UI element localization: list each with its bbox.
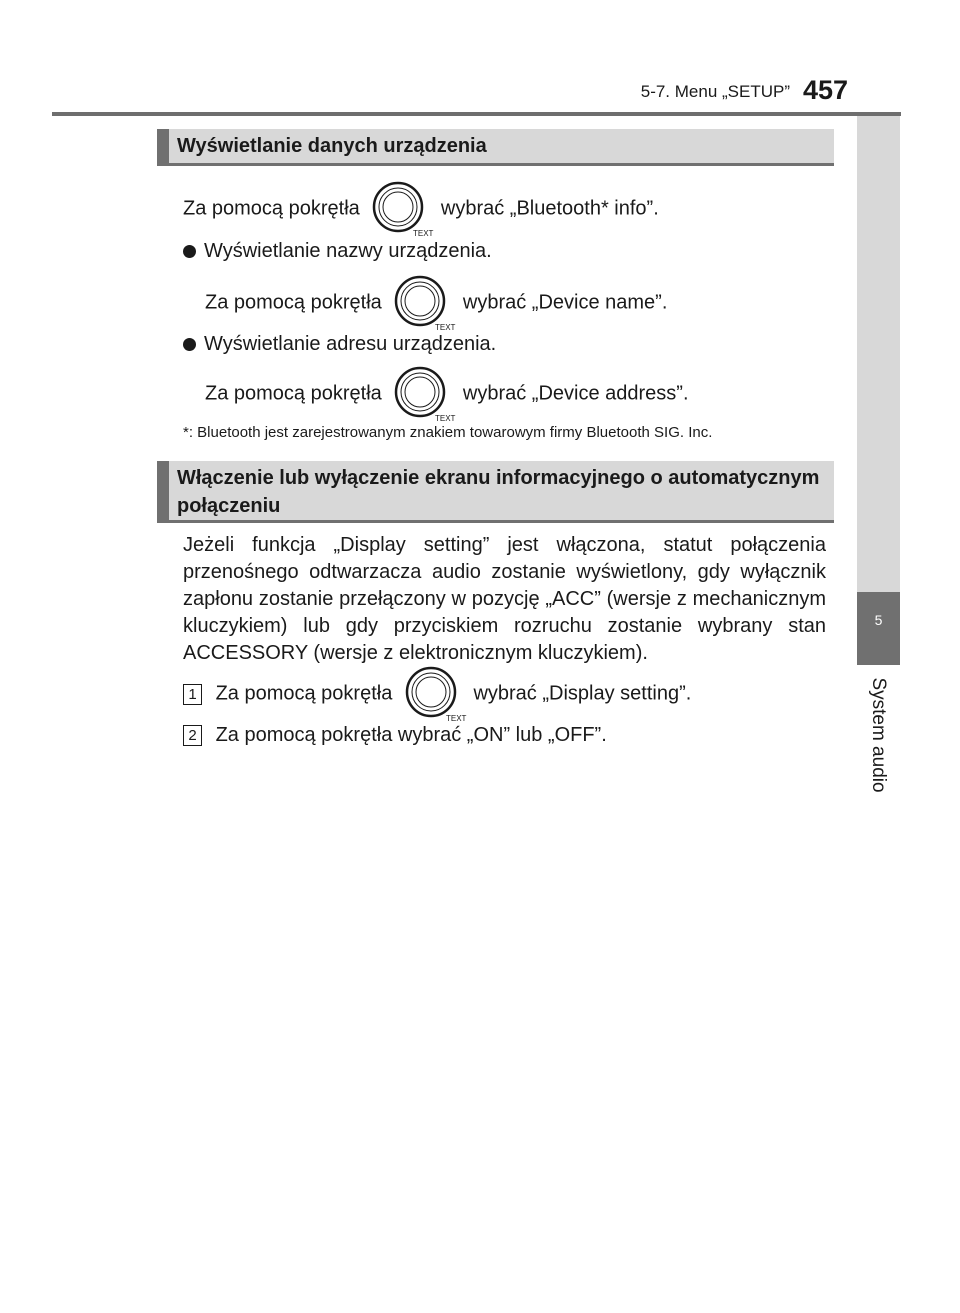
step-number-badge: 1 bbox=[183, 684, 202, 705]
side-tab-marker bbox=[857, 592, 900, 665]
tune-knob-icon bbox=[404, 665, 467, 723]
page-number: 457 bbox=[803, 75, 849, 105]
bullet-device-address: Wyświetlanie adresu urządzenia. bbox=[183, 333, 496, 356]
instruction-bluetooth-info: Za pomocą pokrętła TEXT wybrać „Bluetooth* info”. bbox=[183, 180, 659, 238]
tune-knob-icon bbox=[393, 365, 456, 423]
svg-text:TEXT: TEXT bbox=[435, 414, 456, 423]
step-1: 1 Za pomocą pokrętła TEXT wybrać „Display setting”. bbox=[183, 665, 691, 723]
section2-paragraph: Jeżeli funkcja „Display setting” jest włączona, statut połączenia przenośnego odtwarzacza audio zostanie wyświetlony, gdy wyłącznik zapłonu zostanie przełączony w pozycję „ACC” (wersje z mechanicznym kluczykiem) lub gdy przyciskiem rozruchu zostanie wybrany stan ACCESSORY (wersje z elektronicznym kluczykiem). bbox=[183, 534, 826, 664]
tune-knob-icon bbox=[393, 274, 456, 332]
section-heading-device-info: Wyświetlanie danych urządzenia bbox=[157, 129, 834, 166]
svg-text:TEXT: TEXT bbox=[445, 714, 467, 723]
side-tab-number: 5 bbox=[874, 612, 883, 628]
svg-text:TEXT: TEXT bbox=[413, 229, 434, 238]
bullet-device-name: Wyświetlanie nazwy urządzenia. bbox=[183, 240, 492, 263]
svg-text:TEXT: TEXT bbox=[435, 323, 456, 332]
side-tab-label: System audio bbox=[868, 677, 889, 793]
header-rule bbox=[52, 112, 901, 116]
step-2: 2 Za pomocą pokrętła wybrać „ON” lub „OFF”. bbox=[183, 724, 607, 747]
instruction-device-name: Za pomocą pokrętła TEXT wybrać „Device name”. bbox=[205, 274, 667, 332]
footnote-bluetooth-trademark: *: Bluetooth jest zarejestrowanym znakiem towarowym firmy Bluetooth SIG. Inc. bbox=[183, 424, 713, 441]
header-section-title: 5-7. Menu „SETUP” bbox=[640, 82, 790, 101]
tune-knob-icon bbox=[371, 180, 434, 238]
bullet-icon bbox=[183, 245, 196, 258]
section-heading-auto-connection: Włączenie lub wyłączenie ekranu informacyjnego o automatycznym połączeniu bbox=[157, 461, 834, 523]
step-number-badge: 2 bbox=[183, 725, 202, 746]
instruction-device-address: Za pomocą pokrętła TEXT wybrać „Device address”. bbox=[205, 365, 689, 423]
bullet-icon bbox=[183, 338, 196, 351]
side-tab-background bbox=[857, 116, 900, 592]
